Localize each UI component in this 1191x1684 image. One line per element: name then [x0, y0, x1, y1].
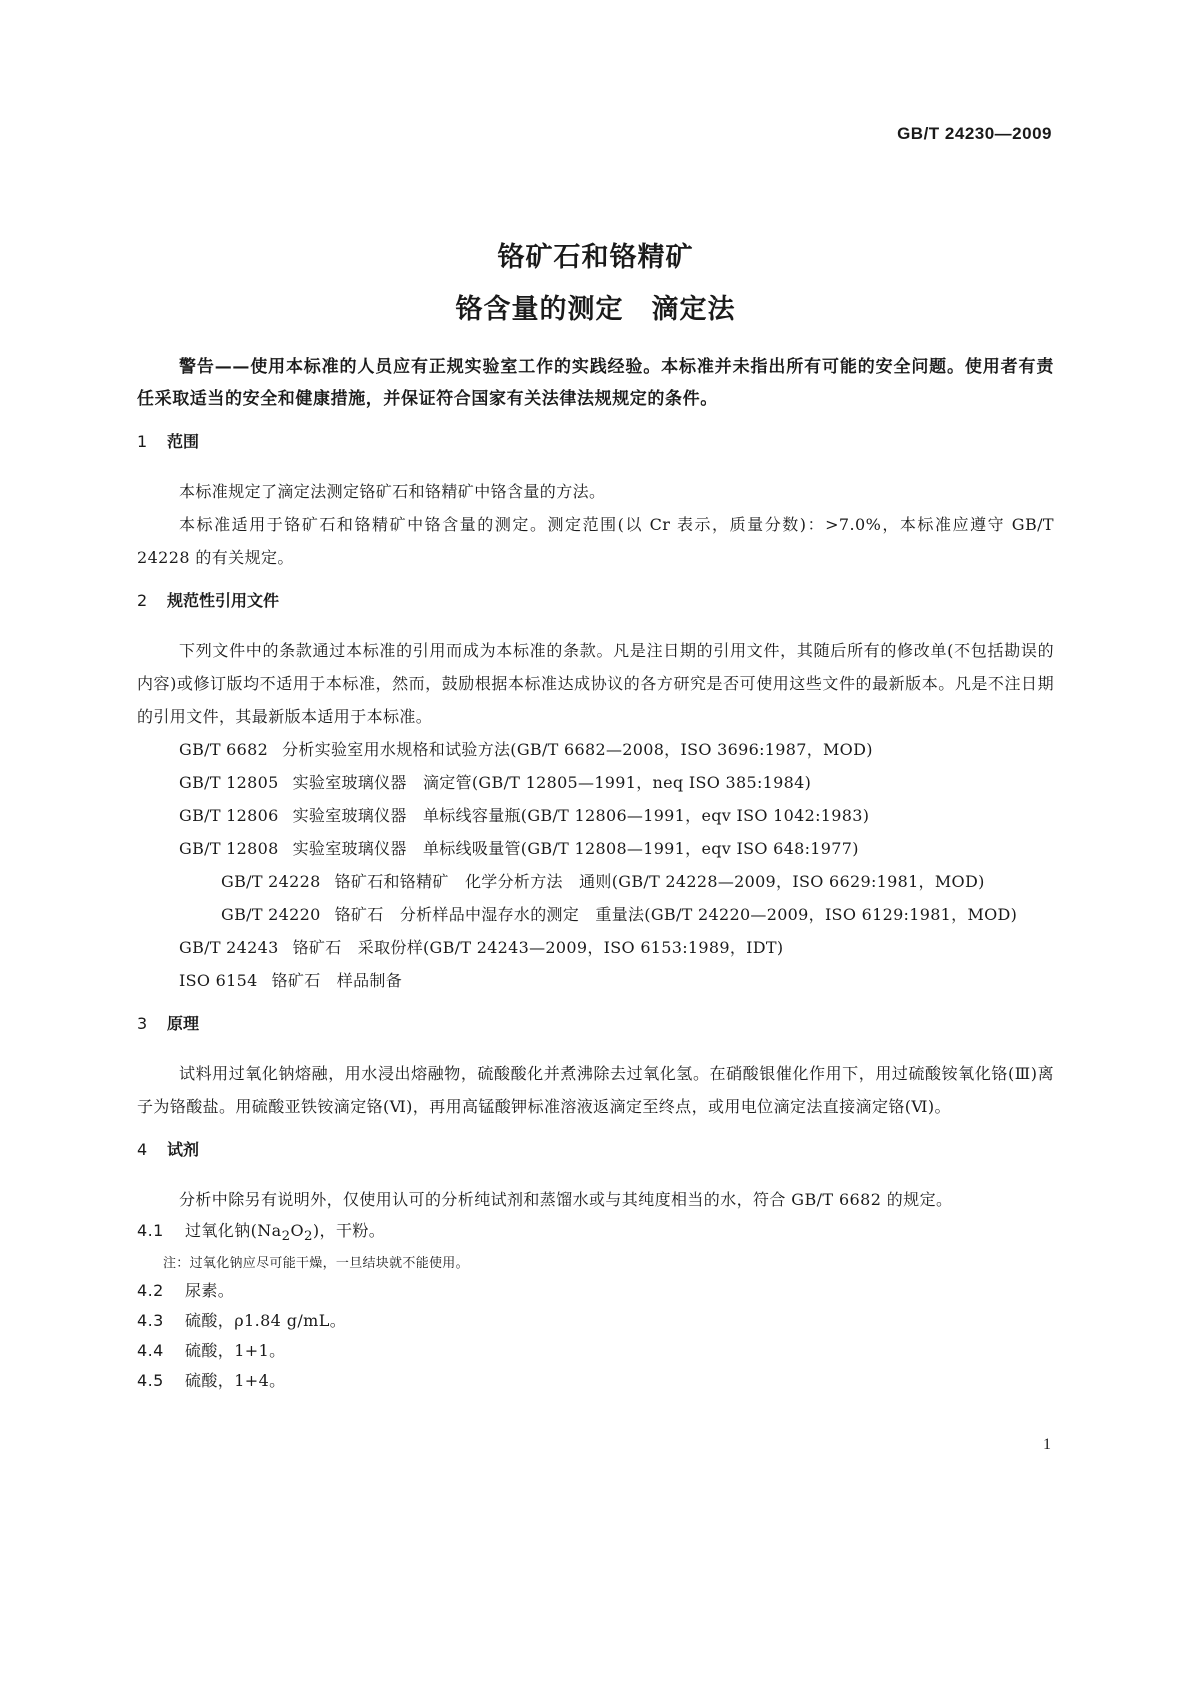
- reference-code: GB/T 24228: [221, 872, 321, 891]
- item-text: O: [290, 1221, 305, 1240]
- reagent-item: [137, 1366, 1054, 1396]
- section-3-paragraph-1: 试料用过氧化钠熔融，用水浸出熔融物，硫酸酸化并煮沸除去过氧化氢。在硝酸银催化作用下，用过硫酸铵氧化铬(Ⅲ)离子为铬酸盐。用硫酸亚铁铵滴定铬(Ⅵ)，再用高锰酸钾标准溶液返滴定至终点，或用电位滴定法直接滴定铬(Ⅵ)。: [137, 1064, 1054, 1116]
- reference-item: [137, 865, 1054, 898]
- reference-item: [137, 733, 1054, 766]
- section-title: 规范性引用文件: [167, 591, 280, 610]
- reference-text: 铬矿石 采取份样(GB/T 24243—2009，ISO 6153:1989，IDT): [292, 938, 784, 957]
- reference-code: GB/T 12805: [179, 773, 279, 792]
- reference-text: 实验室玻璃仪器 滴定管(GB/T 12805—1991，neq ISO 385:1984): [292, 773, 812, 792]
- section-4-paragraph-1: 分析中除另有说明外，仅使用认可的分析纯试剂和蒸馏水或与其纯度相当的水，符合 GB/T 6682 的规定。: [179, 1190, 953, 1209]
- item-text: 硫酸，1+1。: [185, 1341, 286, 1361]
- reference-text: 分析实验室用水规格和试验方法(GB/T 6682—2008，ISO 3696:1987，MOD): [282, 740, 873, 759]
- reference-item: [137, 766, 1054, 799]
- item-text: 硫酸，1+4。: [185, 1371, 286, 1391]
- item-text: )，干粉。: [312, 1221, 386, 1240]
- reagent-item: [137, 1336, 1054, 1366]
- item-text: 过氧化钠(Na: [185, 1221, 282, 1240]
- reference-item: [137, 799, 1054, 832]
- subscript: 2: [304, 1229, 313, 1245]
- section-1-paragraph-1: 本标准规定了滴定法测定铬矿石和铬精矿中铬含量的方法。: [179, 482, 606, 501]
- section-title: 原理: [167, 1014, 200, 1033]
- reference-code: GB/T 12806: [179, 806, 279, 825]
- reference-item: [137, 964, 1054, 997]
- section-1-paragraph-2: 本标准适用于铬矿石和铬精矿中铬含量的测定。测定范围(以 Cr 表示，质量分数)：>7.0%，本标准应遵守 GB/T 24228 的有关规定。: [137, 515, 1054, 567]
- section-3-heading: [137, 1011, 1054, 1037]
- item-number: 4.4: [137, 1341, 164, 1361]
- item-text: 尿素。: [185, 1281, 235, 1301]
- reference-item: [137, 898, 1054, 931]
- section-number: 4: [137, 1140, 148, 1159]
- reference-code: GB/T 12808: [179, 839, 279, 858]
- section-number: 1: [137, 432, 148, 451]
- reference-text: 铬矿石 样品制备: [271, 971, 403, 990]
- reference-item: [137, 832, 1054, 865]
- item-text: 硫酸，ρ1.84 g/mL。: [185, 1311, 347, 1331]
- section-4-heading: [137, 1137, 1054, 1163]
- reagent-item: [137, 1276, 1054, 1306]
- reagent-item: [137, 1216, 1054, 1252]
- document-body: [137, 351, 1054, 1396]
- subscript: 2: [281, 1229, 291, 1245]
- standard-code: GB/T 24230—2009: [897, 124, 1052, 143]
- reference-code: ISO 6154: [179, 971, 258, 990]
- title-line-2: 铬含量的测定 滴定法: [455, 294, 736, 325]
- section-title: 试剂: [167, 1140, 200, 1159]
- reference-code: GB/T 6682: [179, 740, 269, 759]
- section-number: 3: [137, 1014, 148, 1033]
- section-number: 2: [137, 591, 148, 610]
- item-number: 4.2: [137, 1281, 164, 1301]
- document-title: [0, 232, 1191, 336]
- reference-item: [137, 931, 1054, 964]
- reference-code: GB/T 24220: [221, 905, 321, 924]
- warning-paragraph: 警告——使用本标准的人员应有正规实验室工作的实践经验。本标准并未指出所有可能的安全问题。使用者有责任采取适当的安全和健康措施，并保证符合国家有关法律法规规定的条件。: [137, 357, 1054, 409]
- reagent-note: 注：过氧化钠应尽可能干燥，一旦结块就不能使用。: [163, 1256, 469, 1272]
- item-number: 4.1: [137, 1221, 164, 1240]
- section-title: 范围: [167, 432, 200, 451]
- item-number: 4.5: [137, 1371, 164, 1391]
- reference-text: 实验室玻璃仪器 单标线吸量管(GB/T 12808—1991，eqv ISO 648:1977): [292, 839, 859, 858]
- reference-text: 铬矿石 分析样品中湿存水的测定 重量法(GB/T 24220—2009，ISO 6129:1981，MOD): [334, 905, 1018, 924]
- section-1-heading: [137, 429, 1054, 455]
- reference-text: 铬矿石和铬精矿 化学分析方法 通则(GB/T 24228—2009，ISO 6629:1981，MOD): [334, 872, 985, 891]
- item-number: 4.3: [137, 1311, 164, 1331]
- reagent-item: [137, 1306, 1054, 1336]
- section-2-heading: [137, 588, 1054, 614]
- page-number: 1: [1043, 1436, 1051, 1453]
- reference-text: 实验室玻璃仪器 单标线容量瓶(GB/T 12806—1991，eqv ISO 1042:1983): [292, 806, 870, 825]
- section-2-paragraph-1: 下列文件中的条款通过本标准的引用而成为本标准的条款。凡是注日期的引用文件，其随后所有的修改单(不包括勘误的内容)或修订版均不适用于本标准，然而，鼓励根据本标准达成协议的各方研究是否可使用这些文件的最新版本。凡是不注日期的引用文件，其最新版本适用于本标准。: [137, 641, 1054, 726]
- title-line-1: 铬矿石和铬精矿: [497, 242, 694, 273]
- reference-code: GB/T 24243: [179, 938, 279, 957]
